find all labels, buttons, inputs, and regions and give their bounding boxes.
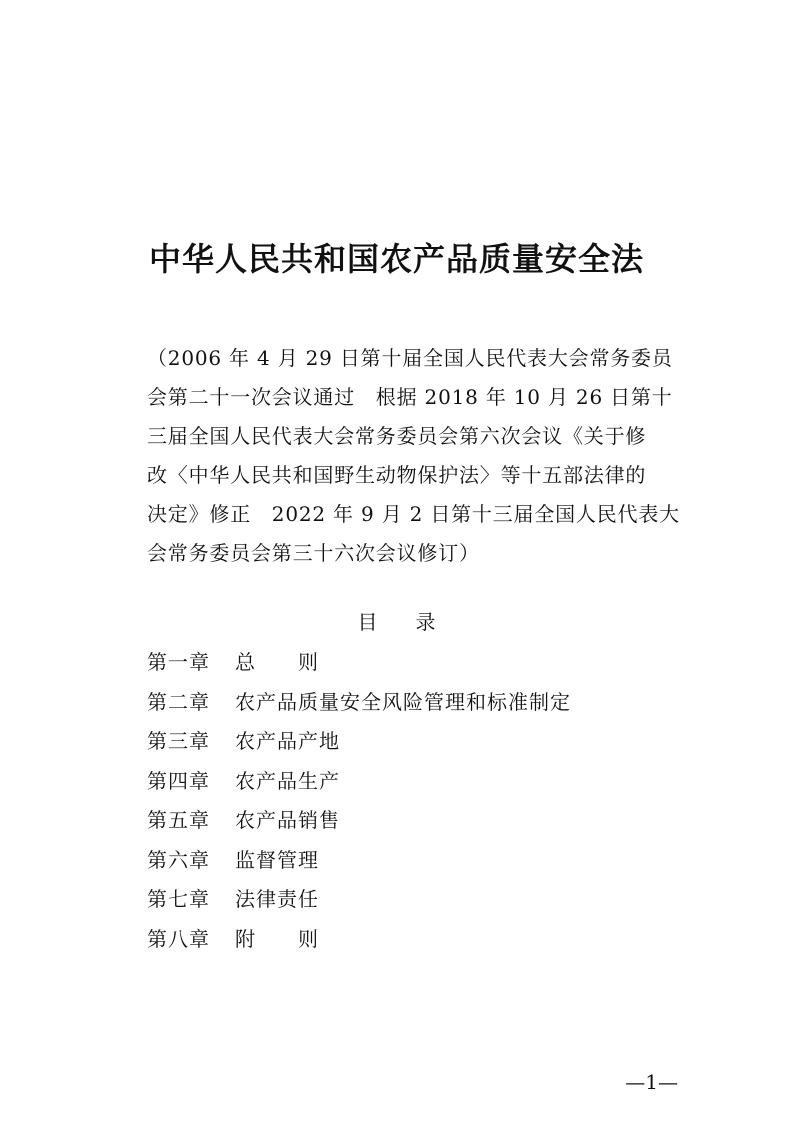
- chapter-number: 第一章: [147, 650, 210, 674]
- chapter-name: 法律责任: [235, 887, 319, 911]
- history-line: 会常务委员会第三十六次会议修订）: [147, 541, 480, 565]
- table-of-contents: [147, 643, 571, 959]
- toc-item: [147, 643, 571, 683]
- toc-item: [147, 722, 571, 762]
- chapter-number: 第八章: [147, 926, 210, 951]
- history-line: 决定》修正 2022 年 9 月 2 日第十三届全国人民代表大: [147, 502, 680, 526]
- chapter-name: 农产品销售: [235, 808, 340, 832]
- toc-item: [147, 683, 571, 723]
- toc-heading: [0, 606, 793, 635]
- history-line: （2006 年 4 月 29 日第十届全国人民代表大会常务委员: [147, 346, 673, 370]
- chapter-number: 第二章: [147, 689, 210, 714]
- chapter-number: 第六章: [147, 847, 210, 872]
- chapter-number: 第七章: [147, 887, 210, 911]
- chapter-name: 农产品质量安全风险管理和标准制定: [235, 689, 571, 714]
- chapter-number: 第五章: [147, 808, 210, 832]
- toc-item: [147, 880, 571, 920]
- chapter-name: 总 则: [235, 650, 319, 674]
- legislative-history: [147, 339, 680, 573]
- document-title: 中华人民共和国农产品质量安全法: [148, 240, 644, 278]
- chapter-name: 附 则: [235, 926, 319, 951]
- history-line: 会第二十一次会议通过 根据 2018 年 10 月 26 日第十: [147, 385, 673, 409]
- history-line: 三届全国人民代表大会常务委员会第六次会议《关于修: [147, 424, 647, 448]
- chapter-name: 农产品生产: [235, 768, 340, 793]
- toc-item: [147, 920, 571, 960]
- toc-heading-right: 录: [415, 610, 436, 634]
- toc-item: [147, 801, 571, 841]
- toc-item: [147, 762, 571, 802]
- chapter-number: 第三章: [147, 729, 210, 753]
- page-number: —1—: [625, 1070, 678, 1094]
- history-line: 改〈中华人民共和国野生动物保护法〉等十五部法律的: [147, 463, 647, 487]
- toc-item: [147, 841, 571, 881]
- chapter-name: 监督管理: [235, 847, 319, 872]
- toc-heading-left: 目: [357, 610, 378, 634]
- chapter-number: 第四章: [147, 768, 210, 793]
- chapter-name: 农产品产地: [235, 729, 340, 753]
